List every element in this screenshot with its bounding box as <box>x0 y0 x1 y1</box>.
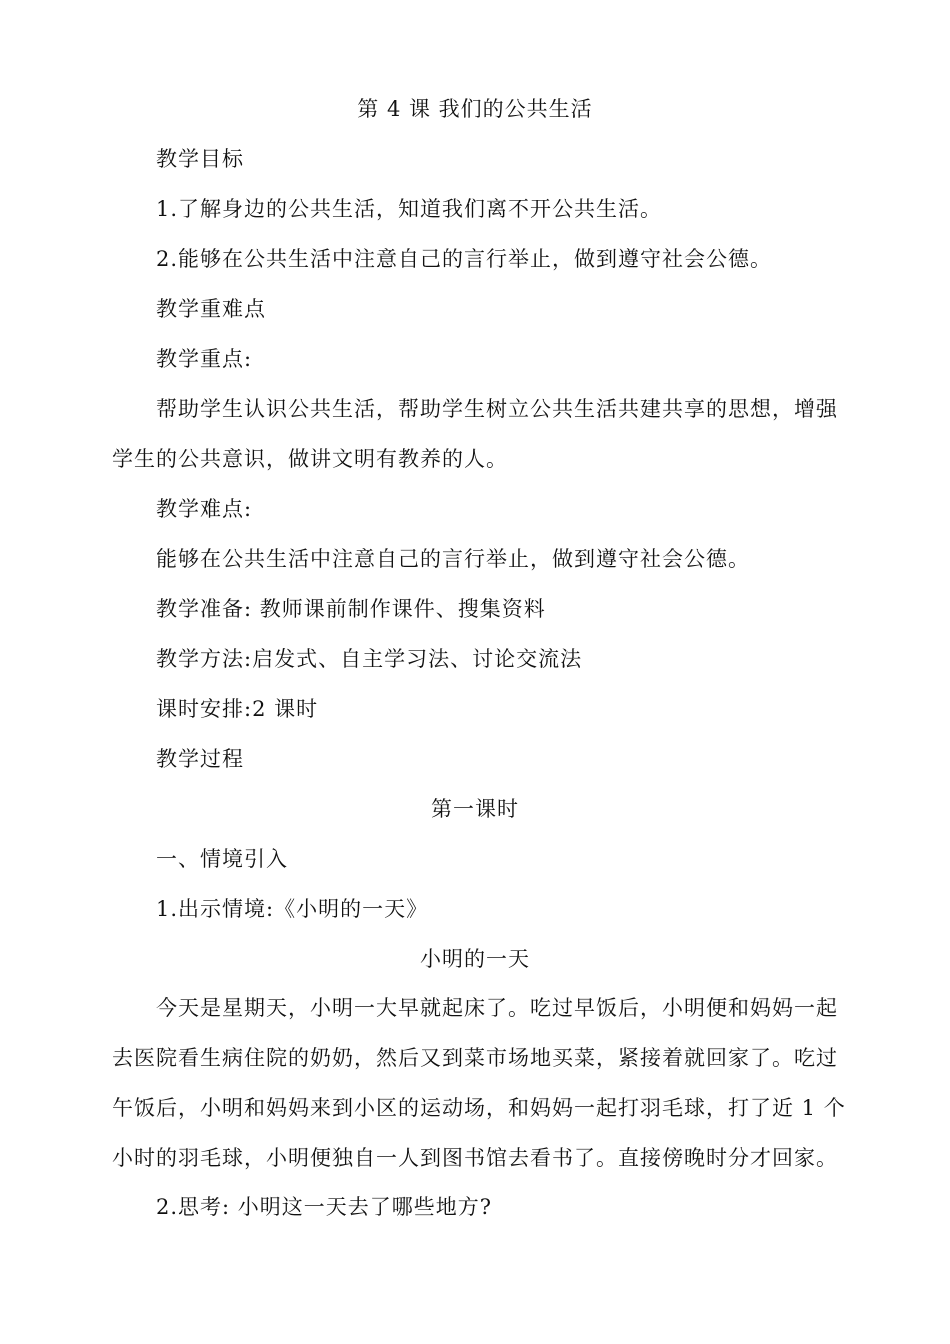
class-schedule: 课时安排:2 课时 <box>156 697 319 721</box>
key-points-heading: 教学重点: <box>156 347 253 371</box>
story-line-2: 去医院看生病住院的奶奶，然后又到菜市场地买菜，紧接着就回家了。吃过 <box>112 1046 838 1070</box>
lesson-title: 第 4 课 我们的公共生活 <box>357 97 593 121</box>
key-difficult-heading: 教学重难点 <box>156 297 266 321</box>
teaching-process-heading: 教学过程 <box>156 747 244 771</box>
teaching-preparation: 教学准备: 教师课前制作课件、搜集资料 <box>156 597 546 621</box>
story-line-4: 小时的羽毛球，小明便独自一人到图书馆去看书了。直接傍晚时分才回家。 <box>112 1146 838 1170</box>
lesson-one-heading: 第一课时 <box>431 797 519 821</box>
story-line-3: 午饭后，小明和妈妈来到小区的运动场，和妈妈一起打羽毛球，打了近 1 个 <box>112 1096 846 1120</box>
key-points-line-2: 学生的公共意识，做讲文明有教养的人。 <box>112 447 508 471</box>
goal-item-2: 2.能够在公共生活中注意自己的言行举止，做到遵守社会公德。 <box>156 247 773 271</box>
teaching-methods: 教学方法:启发式、自主学习法、讨论交流法 <box>156 647 583 671</box>
key-points-line-1: 帮助学生认识公共生活，帮助学生树立公共生活共建共享的思想，增强 <box>156 397 838 421</box>
difficult-points-heading: 教学难点: <box>156 497 253 521</box>
story-line-1: 今天是星期天，小明一大早就起床了。吃过早饭后，小明便和妈妈一起 <box>156 996 838 1020</box>
teaching-goals-heading: 教学目标 <box>156 147 244 171</box>
story-title: 小明的一天 <box>420 947 530 971</box>
step-1: 1.出示情境:《小明的一天》 <box>156 897 429 921</box>
difficult-points-text: 能够在公共生活中注意自己的言行举止，做到遵守社会公德。 <box>156 547 750 571</box>
section-one-heading: 一、情境引入 <box>156 847 288 871</box>
goal-item-1: 1.了解身边的公共生活，知道我们离不开公共生活。 <box>156 197 663 221</box>
step-2: 2.思考: 小明这一天去了哪些地方? <box>156 1195 493 1219</box>
